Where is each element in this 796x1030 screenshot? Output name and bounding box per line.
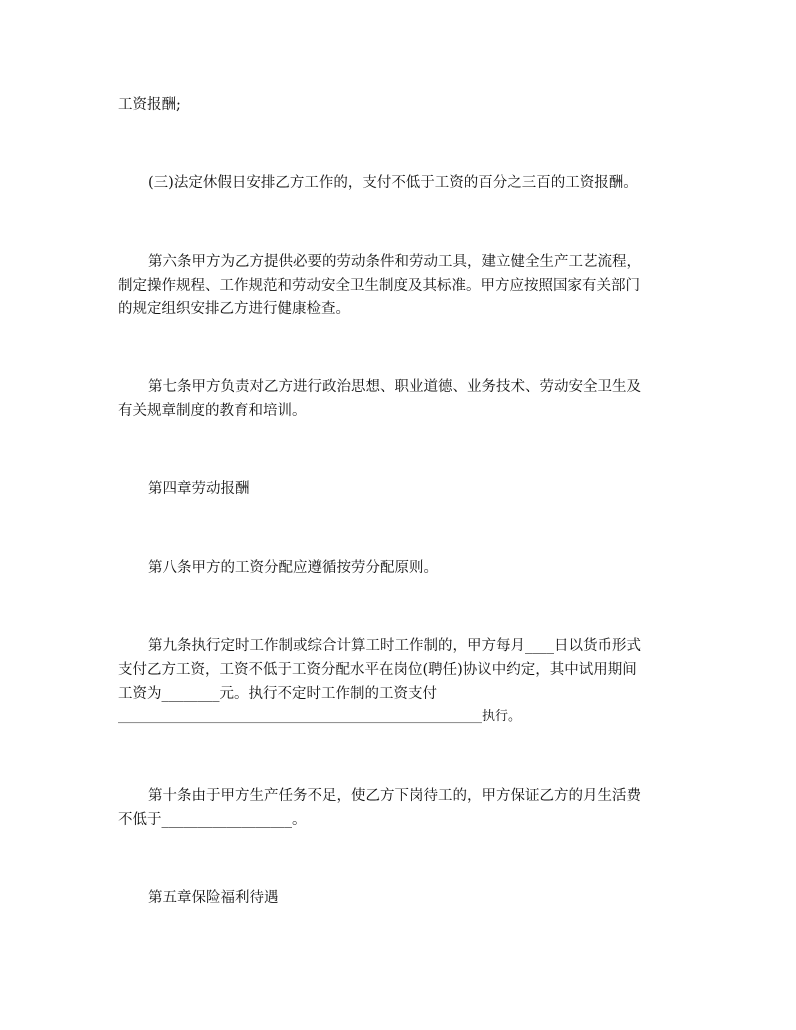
article-6-line-2: 制定操作规程、工作规范和劳动安全卫生制度及其标准。甲方应按照国家有关部门 bbox=[118, 278, 640, 294]
article-9-line-1: 第九条执行定时工作制或综合计算工时工作制的，甲方每月____日以货币形式 bbox=[148, 638, 641, 654]
paragraph-line: 工资报酬; bbox=[118, 97, 181, 113]
article-9-line-3: 工资为________元。执行不定时工作制的工资支付 bbox=[118, 686, 437, 702]
article-9-line-2: 支付乙方工资，工资不低于工资分配水平在岗位(聘任)协议中约定，其中试用期间 bbox=[118, 662, 637, 678]
article-9-line-4: ________________________________________________________执行。 bbox=[118, 709, 522, 724]
article-10-line-1: 第十条由于甲方生产任务不足，使乙方下岗待工的，甲方保证乙方的月生活费 bbox=[148, 788, 641, 804]
chapter-4-heading: 第四章劳动报酬 bbox=[148, 481, 250, 497]
paragraph-line: (三)法定休假日安排乙方工作的，支付不低于工资的百分之三百的工资报酬。 bbox=[148, 175, 638, 191]
article-6-line-3: 的规定组织安排乙方进行健康检查。 bbox=[118, 301, 350, 317]
article-10-line-2: 不低于__________________。 bbox=[118, 812, 307, 828]
article-7-line-1: 第七条甲方负责对乙方进行政治思想、职业道德、业务技术、劳动安全卫生及 bbox=[148, 379, 641, 395]
article-8-line: 第八条甲方的工资分配应遵循按劳分配原则。 bbox=[148, 560, 438, 576]
article-7-line-2: 有关规章制度的教育和培训。 bbox=[118, 403, 307, 419]
article-6-line-1: 第六条甲方为乙方提供必要的劳动条件和劳动工具，建立健全生产工艺流程， bbox=[148, 254, 641, 270]
chapter-5-heading: 第五章保险福利待遇 bbox=[148, 890, 279, 906]
